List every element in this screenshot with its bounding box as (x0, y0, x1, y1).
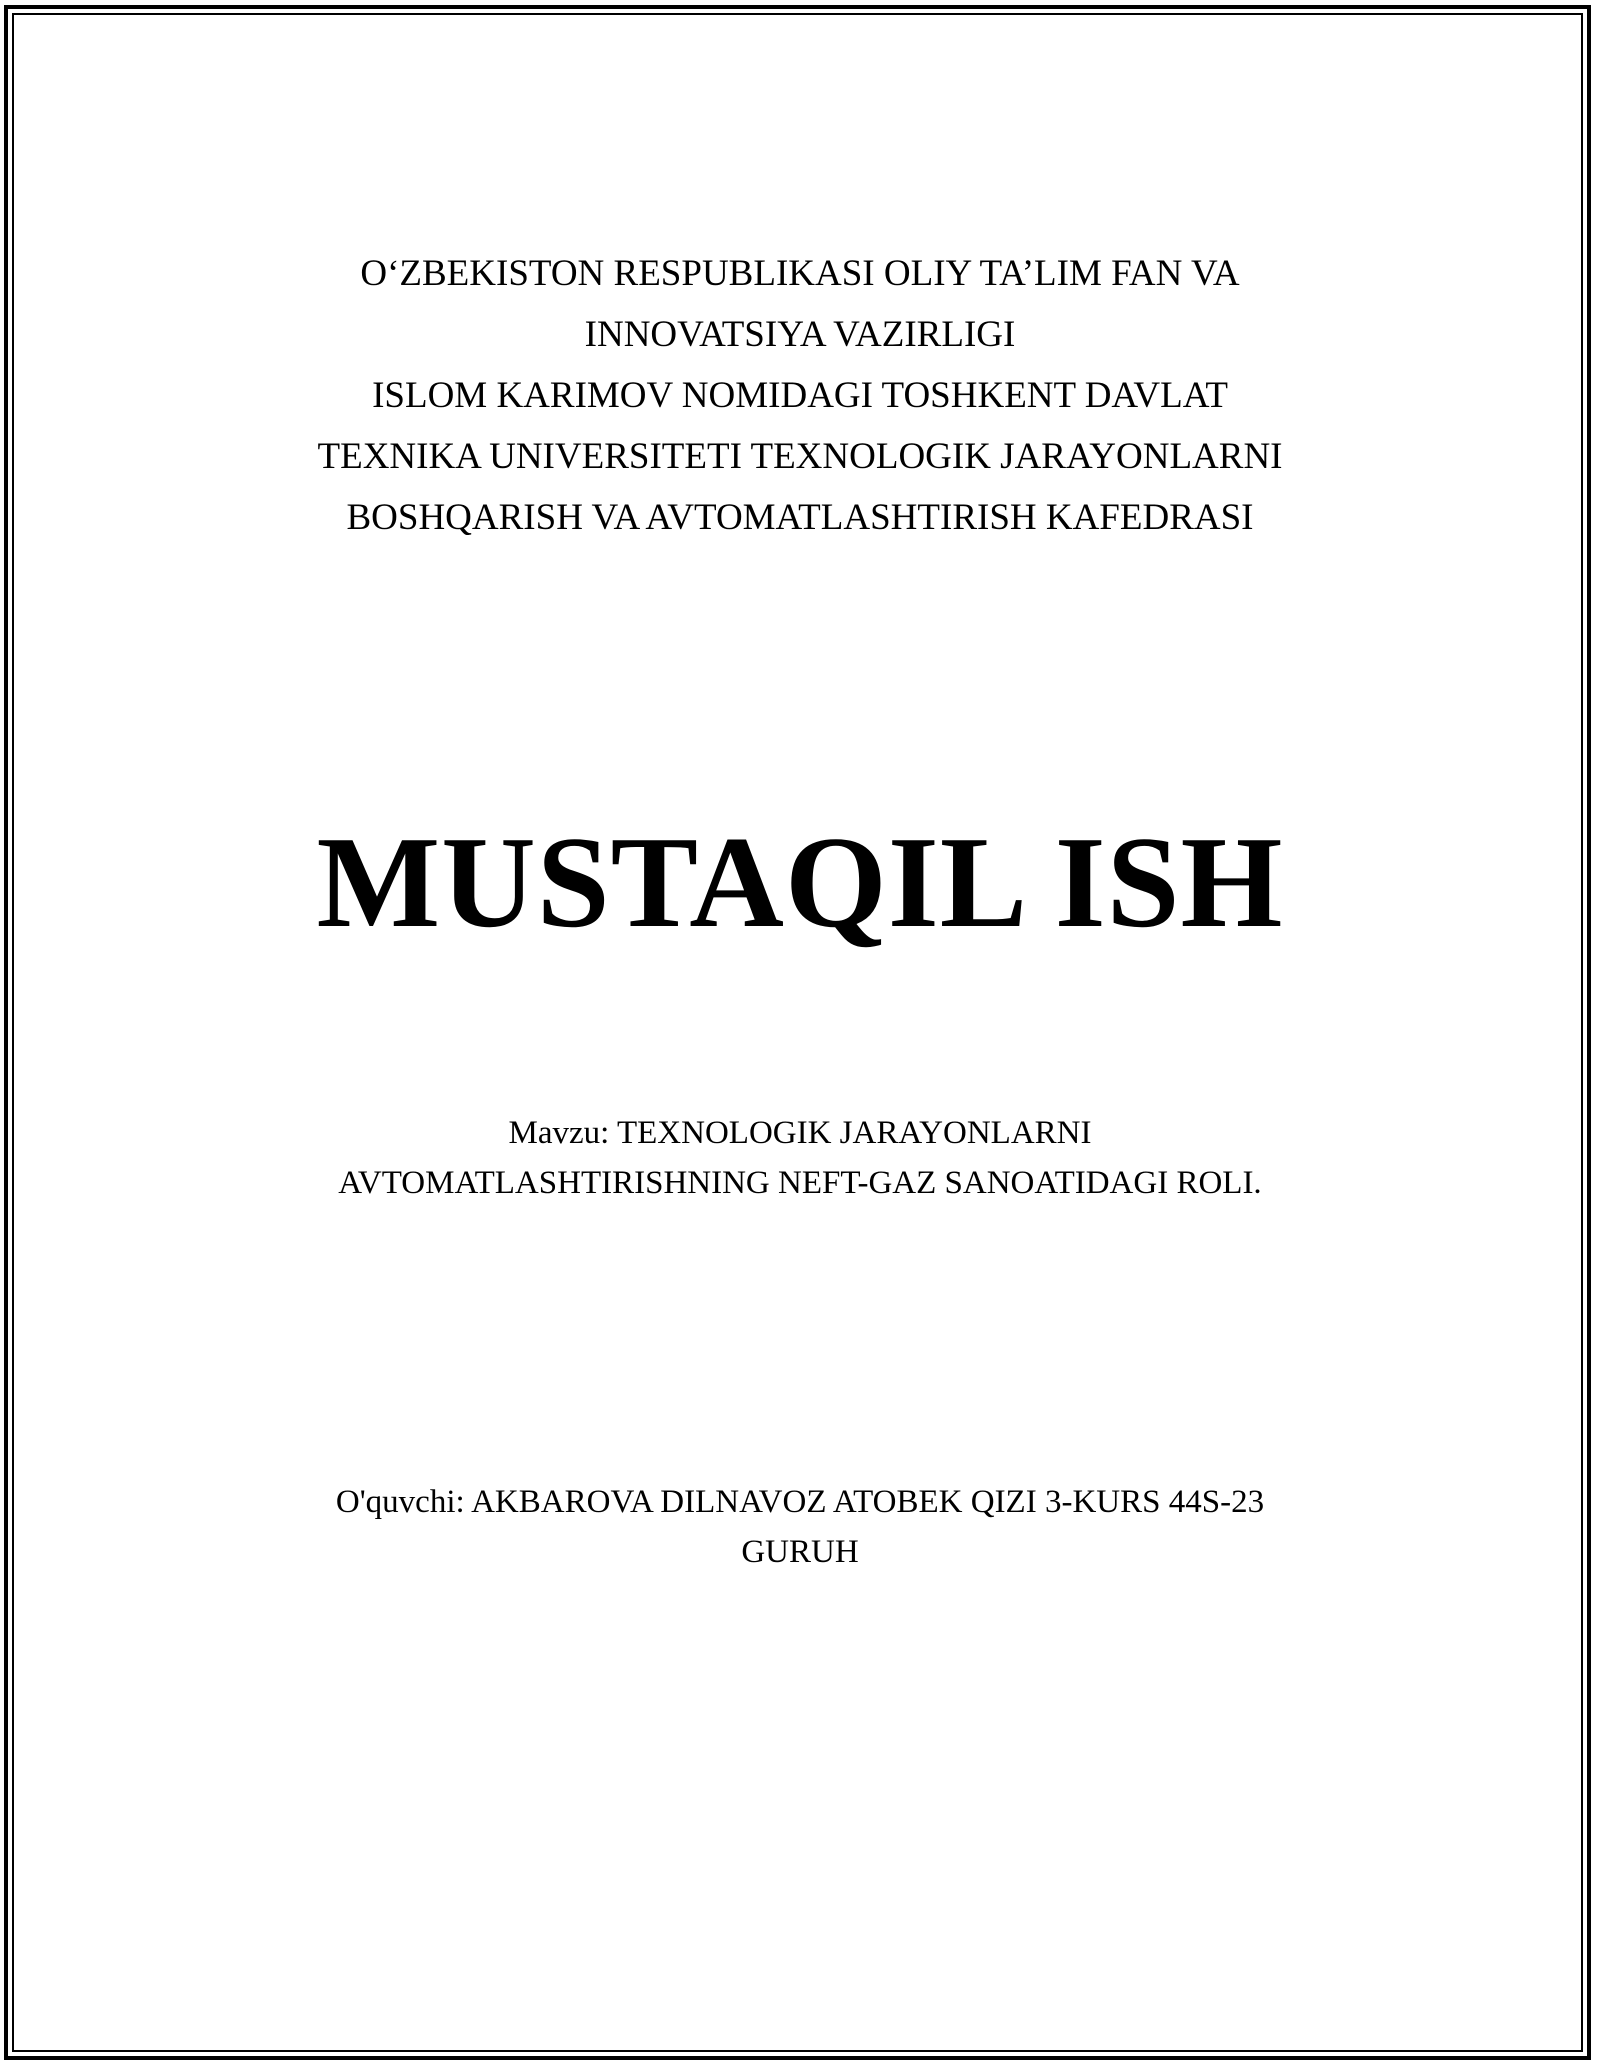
topic-line: AVTOMATLASHTIRISHNING NEFT-GAZ SANOATIDAGI ROLI. (338, 1165, 1262, 1201)
institution-header (0, 243, 1600, 548)
topic-line: Mavzu: TEXNOLOGIK JARAYONLARNI (508, 1115, 1092, 1151)
student-block (0, 1477, 1600, 1577)
header-line: TEXNIKA UNIVERSITETI TEXNOLOGIK JARAYONLARNI (317, 436, 1283, 477)
student-line: GURUH (741, 1534, 859, 1570)
header-line: O‘ZBEKISTON RESPUBLIKASI OLIY TA’LIM FAN VA (360, 253, 1240, 294)
document-title: MUSTAQIL ISH (316, 810, 1284, 955)
header-line: INNOVATSIYA VAZIRLIGI (584, 314, 1016, 355)
topic-block (0, 1108, 1600, 1208)
header-line: ISLOM KARIMOV NOMIDAGI TOSHKENT DAVLAT (372, 375, 1228, 416)
student-line: O'quvchi: AKBAROVA DILNAVOZ ATOBEK QIZI 3-KURS 44S-23 (335, 1484, 1265, 1520)
header-line: BOSHQARISH VA AVTOMATLASHTIRISH KAFEDRASI (346, 497, 1254, 538)
